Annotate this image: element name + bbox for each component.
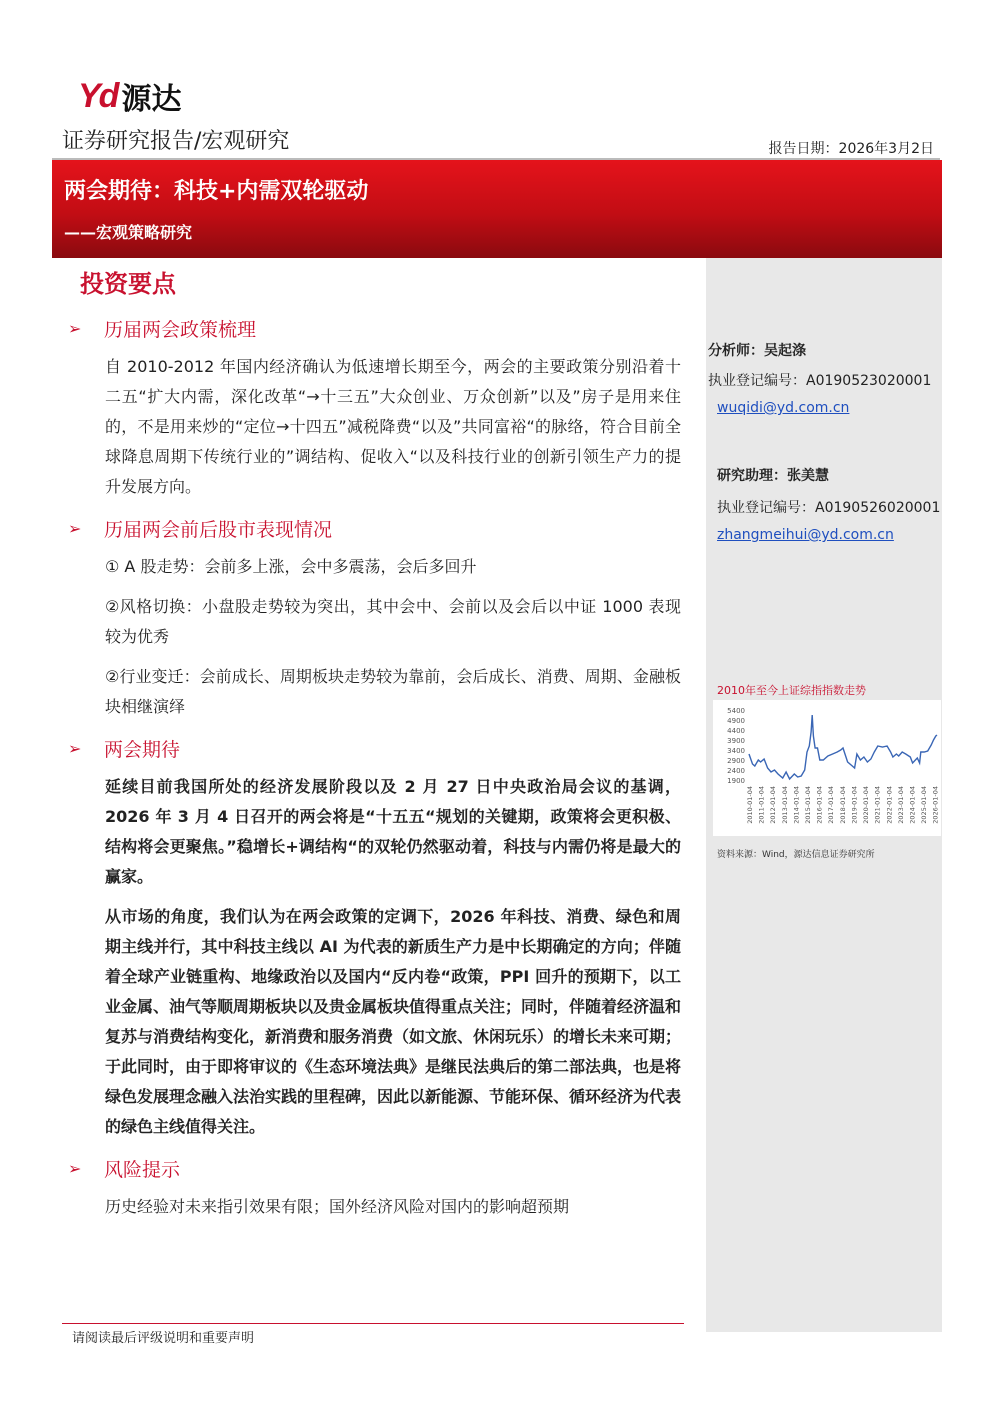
heading-text: 历届两会前后股市表现情况 [104,519,333,541]
paragraph: ②行业变迁：会前成长、周期板块走势较为靠前，会后成长、消费、周期、金融板块相继演绎 [105,667,681,716]
heading-text: 历届两会政策梳理 [104,319,257,341]
arrow-bullet-icon: ➢ [68,739,82,758]
x-tick-label: 2018-01-04 [838,786,847,824]
index-series-line [749,715,937,779]
x-tick-label: 2010-01-04 [746,786,754,824]
company-logo [78,76,182,117]
x-tick-label: 2012-01-04 [769,786,778,824]
report-subtitle: ——宏观策略研究 [64,223,193,242]
title-banner [52,160,942,258]
x-tick-label: 2019-01-04 [850,786,859,824]
x-tick-label: 2026-01-04 [931,786,940,824]
index-chart [713,700,941,836]
x-tick-label: 2023-01-04 [896,786,905,824]
report-title: 两会期待：科技+内需双轮驱动 [64,179,369,204]
logo-text: 源达 [121,82,182,117]
chart-svg [713,700,941,836]
assistant-name: 研究助理：张美慧 [717,468,829,484]
paragraph: ②风格切换：小盘股走势较为突出，其中会中、会前以及会后以中证 1000 表现较为优秀 [105,597,681,646]
y-tick-label: 4900 [727,717,745,725]
heading-expectations [68,735,180,762]
report-date: 报告日期：2026年3月2日 [768,141,934,157]
paragraph: 从市场的角度，我们认为在两会政策的定调下，2026 年科技、消费、绿色和周期主线并行，其中科技主线以 AI 为代表的新质生产力是中长期确定的方向；伴随着全球产业链重构、地缘政治以及国内“反内卷“政策，PPI 回升的预期下，以工业金属、油气等顺周期板块以及贵金属板块值得重点关注；同时，伴随着经济温和复苏与消费结构变化，新消费和服务消费（如文旅、休闲玩乐）的增长未来可期；于此同时，由于即将审议的《生态环境法典》是继民法典后的第二部法典，也是将绿色发展理念融入法治实践的里程碑，因此以新能源、节能环保、循环经济为代表的绿色主线值得关注。 [105,907,682,1136]
y-tick-label: 4400 [727,727,745,735]
paragraph: 自 2010-2012 年国内经济确认为低速增长期至今，两会的主要政策分别沿着十二五“扩大内需，深化改革“→十三五”大众创业、万众创新”以及”房子是用来住的，不是用来炒的“定位→十四五”减税降费“以及”共同富裕“的脉络，符合目前全球降息周期下传统行业的”调结构、促收入“以及科技行业的创新引领生产力的提升发展方向。 [105,357,681,496]
chart-title: 2010年至今上证综指指数走势 [717,684,866,697]
paragraph: 历史经验对未来指引效果有限；国外经济风险对国内的影响超预期 [105,1197,570,1216]
x-tick-label: 2022-01-04 [885,786,894,824]
analyst-reg: 执业登记编号：A0190523020001 [708,373,932,389]
footer-divider [62,1323,684,1324]
footer-disclaimer: 请阅读最后评级说明和重要声明 [72,1331,255,1346]
logo-mark: Yd [78,76,118,115]
x-tick-label: 2011-01-04 [757,786,766,824]
x-tick-label: 2013-01-04 [780,786,789,824]
y-tick-label: 5400 [727,707,745,715]
arrow-bullet-icon: ➢ [68,519,82,538]
arrow-bullet-icon: ➢ [68,1159,82,1178]
heading-text: 风险提示 [104,1159,181,1181]
y-tick-label: 2400 [727,767,745,775]
report-type: 证券研究报告/宏观研究 [62,129,290,154]
heading-policy-review [68,315,256,342]
section-title: 投资要点 [80,270,176,298]
chart-source: 资料来源：Wind，源达信息证券研究所 [717,850,875,860]
paragraph: ① A 股走势：会前多上涨，会中多震荡，会后多回升 [105,557,477,576]
heading-text: 两会期待 [104,739,181,761]
y-tick-label: 2900 [727,757,745,765]
y-tick-label: 3400 [727,747,745,755]
x-tick-label: 2021-01-04 [873,786,882,824]
arrow-bullet-icon: ➢ [68,319,82,338]
paragraph: 延续目前我国所处的经济发展阶段以及 2 月 27 日中央政治局会议的基调，2026 年 3 月 4 日召开的两会将是“十五五“规划的关键期，政策将会更积极、结构将会更聚焦。”稳增长+调结构“的双轮仍然驱动着，科技与内需仍将是最大的赢家。 [105,777,681,886]
y-tick-label: 3900 [727,737,745,745]
x-tick-label: 2024-01-04 [908,786,917,824]
heading-risk [68,1155,180,1182]
y-tick-label: 1900 [727,777,745,785]
x-tick-label: 2020-01-04 [862,786,871,824]
x-tick-label: 2017-01-04 [827,786,836,824]
assistant-reg: 执业登记编号：A0190526020001 [717,500,941,516]
analyst-email-link[interactable]: wuqidi@yd.com.cn [717,400,850,416]
x-tick-label: 2015-01-04 [804,786,813,824]
analyst-name: 分析师：吴起涤 [708,343,806,359]
heading-market-performance [68,515,332,542]
x-tick-label: 2014-01-04 [792,786,801,824]
assistant-email-link[interactable]: zhangmeihui@yd.com.cn [717,527,894,543]
x-tick-label: 2016-01-04 [815,786,824,824]
x-tick-label: 2025-01-04 [920,786,929,824]
